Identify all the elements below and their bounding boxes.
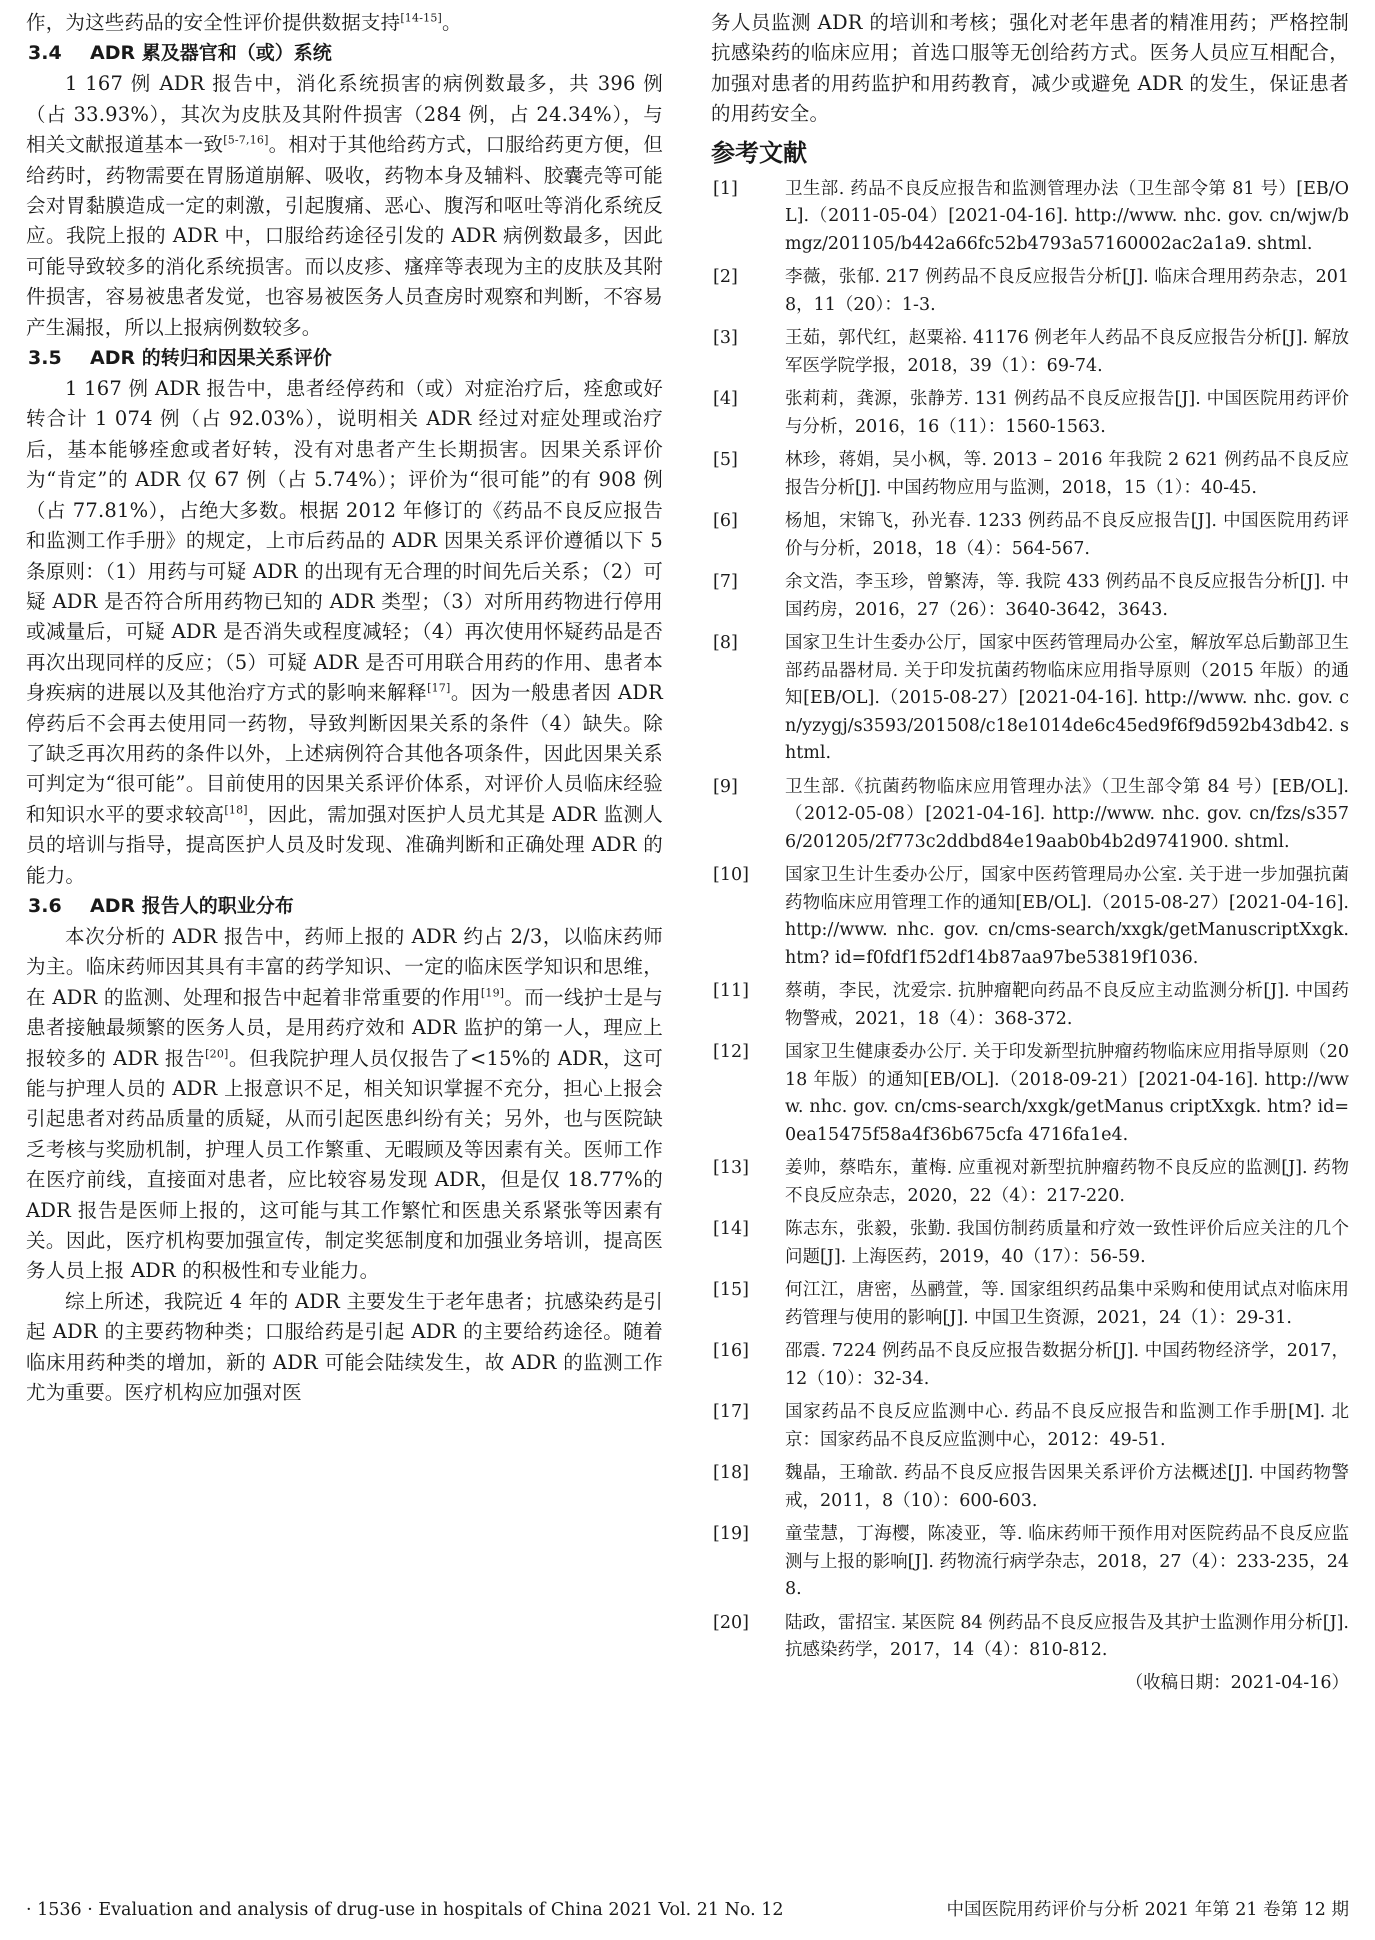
reference-number: [15] [713,1280,749,1301]
section-3-6-paragraph: 本次分析的 ADR 报告中，药师上报的 ADR 约占 2/3，以临床药师为主。临床药师因其具有丰富的药学知识、一定的临床医学知识和思维，在 ADR 的监测、处理和报告中起着非常重要的作用[19]。而一线护士是与患者接触最频繁的医务人员，是用药疗效和 ADR 监护的第一人，理应上报较多的 ADR 报告[20]。但我院护理人员仅报告了<15%的 ADR，这可能与护理人员的 ADR 上报意识不足，相关知识掌握不充分，担心上报会引起患者对药品质量的质疑，从而引起医患纠纷有关；另外，也与医院缺乏考核与奖励机制，护理人员工作繁重、无暇顾及等因素有关。医师工作在医疗前线，直接面对患者，应比较容易发现 ADR，但是仅 18.77%的 ADR 报告是医师上报的，这可能与其工作繁忙和医患关系紧张等因素有关。因此，医疗机构要加强宣传，制定奖惩制度和加强业务培训，提高医务人员上报 ADR 的积极性和专业能力。 [26,924,664,1283]
citation: [14-15] [400,11,443,25]
reference-item [711,569,1349,624]
reference-number: [14] [713,1219,749,1240]
references-heading: 参考文献 [711,138,807,167]
reference-text: 张莉莉，龚源，张静芳. 131 例药品不良反应报告[J]. 中国医院用药评价与分析，2016，16（11）：1560-1563. [785,389,1349,437]
reference-number: [13] [713,1158,749,1179]
reference-item [711,1216,1349,1271]
reference-number: [5] [713,450,738,471]
reference-text: 邵震. 7224 例药品不良反应报告数据分析[J]. 中国药物经济学，2017，12（10）：32-34. [785,1341,1349,1389]
reference-number: [20] [713,1612,749,1633]
reference-number: [8] [713,633,738,654]
reference-number: [6] [713,511,738,532]
reference-item [711,264,1349,319]
received-date: （收稿日期：2021-04-16） [1125,1672,1349,1693]
reference-text: 何江江，唐密，丛鹂萱，等. 国家组织药品集中采购和使用试点对临床用药管理与使用的影响[J]. 中国卫生资源，2021，24（1）：29-31. [785,1280,1349,1328]
reference-item [711,176,1349,259]
reference-item [711,1039,1349,1149]
reference-item [711,978,1349,1033]
reference-text: 蔡萌，李民，沈爱宗. 抗肿瘤靶向药品不良反应主动监测分析[J]. 中国药物警戒，2021，18（4）：368-372. [785,981,1349,1029]
reference-item [711,1521,1349,1604]
reference-text: 国家药品不良反应监测中心. 药品不良反应报告和监测工作手册[M]. 北京：国家药品不良反应监测中心，2012：49-51. [785,1402,1349,1450]
reference-item [711,447,1349,502]
reference-item [711,1338,1349,1393]
reference-number: [11] [713,981,749,1002]
reference-text: 余文浩，李玉珍，曾繁涛，等. 我院 433 例药品不良反应报告分析[J]. 中国药房，2016，27（26）：3640-3642，3643. [785,572,1349,620]
reference-item [711,386,1349,441]
reference-item [711,1277,1349,1332]
reference-item [711,630,1349,768]
reference-number: [1] [713,178,738,199]
citation: [5-7,16] [223,133,269,147]
footer-journal-english: · 1536 · Evaluation and analysis of drug-use in hospitals of China 2021 Vol. 21 No. 12 [26,1900,784,1920]
reference-text: 王茹，郭代红，赵粟裕. 41176 例老年人药品不良反应报告分析[J]. 解放军医学院学报，2018，39（1）：69-74. [785,328,1349,376]
reference-text: 魏晶，王瑜歆. 药品不良反应报告因果关系评价方法概述[J]. 中国药物警戒，2011，8（10）：600-603. [785,1463,1349,1511]
section-heading-3-5: 3.5 ADR 的转归和因果关系评价 [28,347,332,370]
reference-number: [19] [713,1524,749,1545]
reference-number: [4] [713,389,738,410]
reference-number: [2] [713,267,738,288]
reference-text: 陈志东，张毅，张勤. 我国仿制药质量和疗效一致性评价后应关注的几个问题[J]. 上海医药，2019，40（17）：56-59. [785,1219,1349,1267]
reference-item [711,774,1349,857]
citation: [19] [480,986,505,1000]
reference-text: 李薇，张郁. 217 例药品不良反应报告分析[J]. 临床合理用药杂志，2018，11（20）：1-3. [785,267,1349,315]
reference-text: 童莹慧，丁海樱，陈凌亚，等. 临床药师干预作用对医院药品不良反应监测与上报的影响[J]. 药物流行病学杂志，2018，27（4）：233-235，248. [785,1524,1349,1600]
reference-item [711,1399,1349,1454]
reference-item [711,508,1349,563]
right-column [711,8,1349,1697]
conclusion-continued: 务人员监测 ADR 的培训和考核；强化对老年患者的精准用药；严格控制抗感染药的临床应用；首选口服等无创给药方式。医务人员应互相配合，加强对患者的用药监护和用药教育，减少或避免 ADR 的发生，保证患者的用药安全。 [711,11,1349,126]
citation: [18] [224,803,248,817]
reference-number: [3] [713,328,738,349]
reference-text: 姜帅，蔡晧东，董梅. 应重视对新型抗肿瘤药物不良反应的监测[J]. 药物不良反应杂志，2020，22（4）：217-220. [785,1158,1349,1206]
reference-text: 杨旭，宋锦飞，孙光春. 1233 例药品不良反应报告[J]. 中国医院用药评价与分析，2018，18（4）：564-567. [785,511,1349,559]
reference-text: 国家卫生计生委办公厅，国家中医药管理局办公室，解放军总后勤部卫生部药品器材局. 关于印发抗菌药物临床应用指导原则（2015 年版）的通知[EB/OL].（2015-08-27）[2021-04-16]. http://www. nhc. gov. cn/yzygj/s3593/201508/c18e1014de6c45ed9f6f9d592b43db42. shtml. [785,633,1349,764]
section-3-5-paragraph: 1 167 例 ADR 报告中，患者经停药和（或）对症治疗后，痊愈或好转合计 1 074 例（占 92.03%），说明相关 ADR 经过对症处理或治疗后，基本能够痊愈或者好转，没有对患者产生长期损害。因果关系评价为“肯定”的 ADR 仅 67 例（占 5.74%）；评价为“很可能”的有 908 例（占 77.81%），占绝大多数。根据 2012 年修订的《药品不良反应报告和监测工作手册》的规定，上市后药品的 ADR 因果关系评价遵循以下 5 条原则：（1）用药与可疑 ADR 的出现有无合理的时间先后关系；（2）可疑 ADR 是否符合所用药物已知的 ADR 类型；（3）对所用药物进行停用或减量后，可疑 ADR 是否消失或程度减轻；（4）再次使用怀疑药品是否再次出现同样的反应；（5）可疑 ADR 是否可用联合用药的作用、患者本身疾病的进展以及其他治疗方式的影响来解释[17]。因为一般患者因 ADR 停药后不会再去使用同一药物，导致判断因果关系的条件（4）缺失。除了缺乏再次用药的条件以外，上述病例符合其他各项条件，因此因果关系可判定为“很可能”。目前使用的因果关系评价体系，对评价人员临床经验和知识水平的要求较高[18]，因此，需加强对医护人员尤其是 ADR 监测人员的培训与指导，提高医护人员及时发现、准确判断和正确处理 ADR 的能力。 [26,377,663,887]
reference-text: 卫生部. 药品不良反应报告和监测管理办法（卫生部令第 81 号）[EB/OL].（2011-05-04）[2021-04-16]. http://www. nhc. gov. cn/wjw/bmgz/201105/b442a66fc52b4793a57160002ac2a1a9. shtml. [785,178,1349,254]
page-footer [26,1893,1349,1927]
reference-item [711,862,1349,972]
reference-text: 国家卫生计生委办公厅，国家中医药管理局办公室. 关于进一步加强抗菌药物临床应用管理工作的通知[EB/OL].（2015-08-27）[2021-04-16]. http://www. nhc. gov. cn/cms-search/xxgk/getManuscriptXxgk. htm? id=f0fdf1f52df14b87aa97be53819f1036. [785,865,1349,968]
reference-item [711,1460,1349,1515]
reference-number: [10] [713,865,749,886]
reference-number: [16] [713,1341,749,1362]
reference-list [711,176,1349,1665]
citation: [17] [427,681,451,695]
reference-number: [9] [713,776,738,797]
footer-journal-chinese: 中国医院用药评价与分析 2021 年第 21 卷第 12 期 [946,1900,1349,1920]
left-column [26,8,663,1408]
citation: [20] [205,1047,229,1061]
reference-text: 陆政，雷招宝. 某医院 84 例药品不良反应报告及其护士监测作用分析[J]. 抗感染药学，2017，14（4）：810-812. [785,1612,1349,1661]
reference-item [711,1610,1349,1665]
section-3-4-paragraph: 1 167 例 ADR 报告中，消化系统损害的病例数最多，共 396 例（占 33.93%），其次为皮肤及其附件损害（284 例，占 24.34%），与相关文献报道基本一致[5-7,16]。相对于其他给药方式，口服给药更方便，但给药时，药物需要在胃肠道崩解、吸收，药物本身及辅料、胶囊壳等可能会对胃黏膜造成一定的刺激，引起腹痛、恶心、腹泻和呕吐等消化系统反应。我院上报的 ADR 中，口服给药途径引发的 ADR 病例数最多，因此可能导致较多的消化系统损害。而以皮疹、瘙痒等表现为主的皮肤及其附件损害，容易被患者发觉，也容易被医务人员查房时观察和判断，不容易产生漏报，所以上报病例数较多。 [26,72,663,339]
reference-number: [12] [713,1042,749,1063]
reference-text: 卫生部.《抗菌药物临床应用管理办法》（卫生部令第 84 号）[EB/OL].（2012-05-08）[2021-04-16]. http://www. nhc. gov. cn/fzs/s3576/201205/2f773c2ddbd84e19aab0b4b2d9741900. shtml. [785,776,1349,852]
reference-text: 国家卫生健康委办公厅. 关于印发新型抗肿瘤药物临床应用指导原则（2018 年版）的通知[EB/OL].（2018-09-21）[2021-04-16]. http://www. nhc. gov. cn/cms-search/xxgk/getManus criptXxgk. htm? id=0ea15475f58a4f36b675cfa 4716fa1e4. [785,1042,1349,1145]
section-heading-3-6: 3.6 ADR 报告人的职业分布 [28,894,294,917]
intro-paragraph: 作，为这些药品的安全性评价提供数据支持[14-15]。 [26,11,462,34]
reference-item [711,1155,1349,1210]
reference-number: [7] [713,572,738,593]
section-heading-3-4: 3.4 ADR 累及器官和（或）系统 [28,42,332,65]
reference-number: [17] [713,1402,749,1423]
conclusion-paragraph: 综上所述，我院近 4 年的 ADR 主要发生于老年患者；抗感染药是引起 ADR 的主要药物种类；口服给药是引起 ADR 的主要给药途径。随着临床用药种类的增加，新的 ADR 可能会陆续发生，故 ADR 的监测工作尤为重要。医疗机构应加强对医 [26,1289,663,1405]
reference-text: 林珍，蒋娟，吴小枫，等. 2013 – 2016 年我院 2 621 例药品不良反应报告分析[J]. 中国药物应用与监测，2018，15（1）：40-45. [785,450,1349,498]
reference-number: [18] [713,1463,749,1484]
reference-item [711,325,1349,380]
